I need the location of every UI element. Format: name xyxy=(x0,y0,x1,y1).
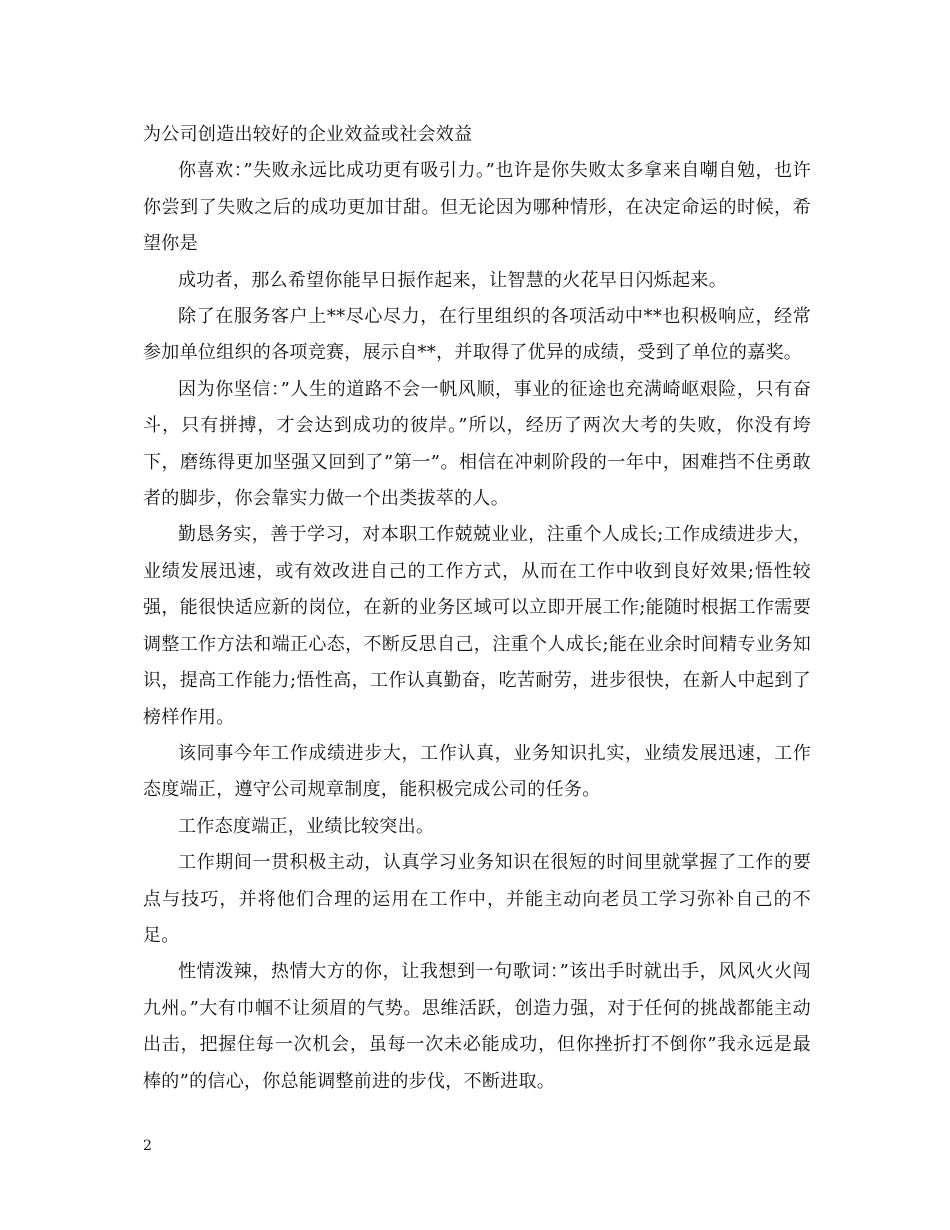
page-number: 2 xyxy=(143,1138,152,1154)
paragraph: 工作期间一贯积极主动，认真学习业务知识在很短的时间里就掌握了工作的要点与技巧，并将他们合理的运用在工作中，并能主动向老员工学习弥补自己的不足。 xyxy=(143,852,811,946)
paragraph: 因为你坚信：”人生的道路不会一帆风顺，事业的征途也充满崎岖艰险，只有奋斗，只有拼搏，才会达到成功的彼岸。”所以，经历了两次大考的失败，你没有垮下，磨练得更加坚强又回到了”第一”。相信在冲刺阶段的一年中，困难挡不住勇敢者的脚步，你会靠实力做一个出类拔萃的人。 xyxy=(143,378,811,510)
document-body xyxy=(143,117,811,1100)
paragraph: 该同事今年工作成绩进步大，工作认真，业务知识扎实，业绩发展迅速，工作态度端正，遵守公司规章制度，能积极完成公司的任务。 xyxy=(143,742,811,801)
paragraph: 工作态度端正，业绩比较突出。 xyxy=(178,815,435,837)
paragraph: 你喜欢：”失败永远比成功更有吸引力。”也许是你失败太多拿来自嘲自勉，也许你尝到了失败之后的成功更加甘甜。但无论因为哪种情形，在决定命运的时候，希望你是 xyxy=(143,160,811,255)
paragraph: 为公司创造出较好的企业效益或社会效益 xyxy=(143,124,473,145)
paragraph: 除了在服务客户上**尽心尽力，在行里组织的各项活动中**也积极响应，经常参加单位组织的各项竞赛，展示自**，并取得了优异的成绩，受到了单位的嘉奖。 xyxy=(143,306,811,364)
paragraph: 勤恳务实，善于学习，对本职工作兢兢业业，注重个人成长;工作成绩进步大，业绩发展迅速，或有效改进自己的工作方式，从而在工作中收到良好效果;悟性较强，能很快适应新的岗位，在新的业务区域可以立即开展工作;能随时根据工作需要调整工作方法和端正心态，不断反思自己，注重个人成长;能在业余时间精专业务知识，提高工作能力;悟性高，工作认真勤奋，吃苦耐劳，进步很快，在新人中起到了榜样作用。 xyxy=(143,524,811,728)
paragraph: 性情泼辣，热情大方的你，让我想到一句歌词：”该出手时就出手，风风火火闯九州。”大有巾帼不让须眉的气势。思维活跃，创造力强，对于任何的挑战都能主动出击，把握住每一次机会，虽每一次未必能成功，但你挫折打不倒你”我永远是最棒的”的信心，你总能调整前进的步伐，不断进取。 xyxy=(143,961,811,1092)
paragraph: 成功者，那么希望你能早日振作起来，让智慧的火花早日闪烁起来。 xyxy=(178,269,727,291)
